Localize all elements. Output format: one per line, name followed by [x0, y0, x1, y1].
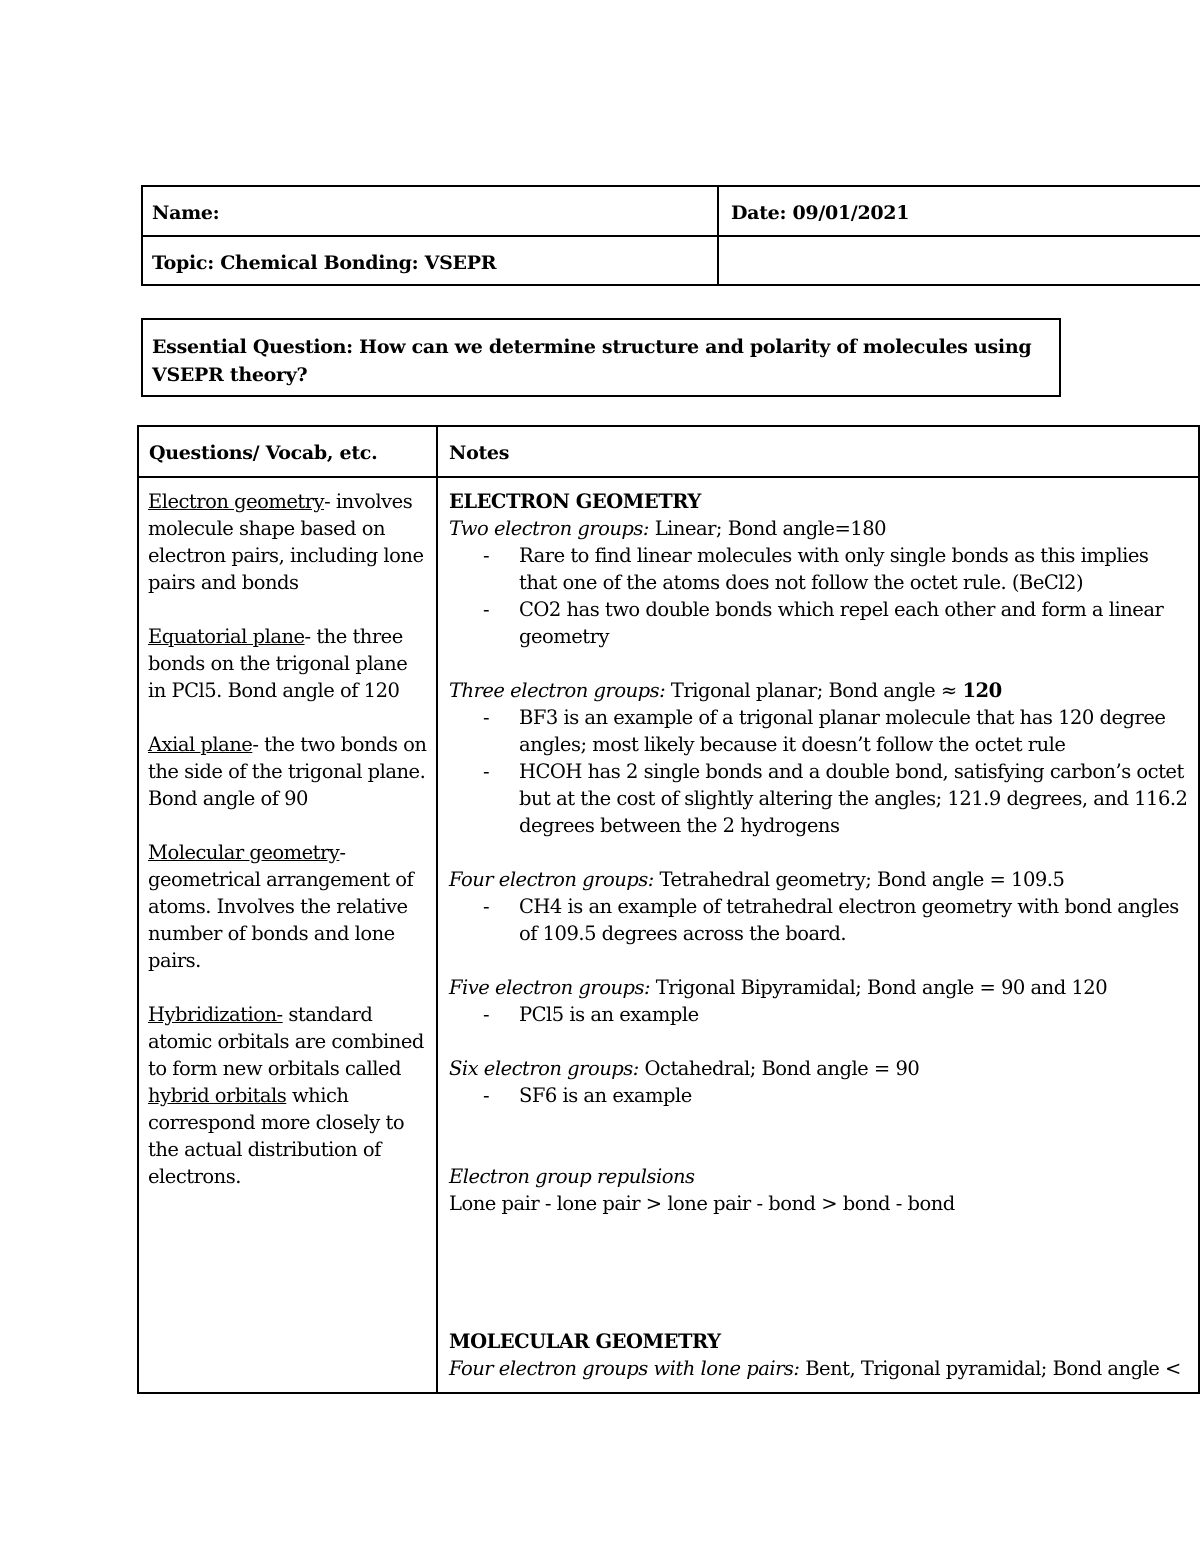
lone-pairs-label: Four electron groups with lone pairs:: [449, 1357, 800, 1380]
three-groups-label: Three electron groups:: [449, 679, 666, 702]
vocab-definition: - the three bonds on the trigonal plane in PCl5. Bond angle of 120: [148, 625, 408, 702]
four-groups-bullets: [449, 893, 1191, 947]
four-groups-label: Four electron groups:: [449, 868, 654, 891]
bullet-item: - SF6 is an example: [449, 1082, 1191, 1109]
vocab-definition: - geometrical arrangement of atoms. Involves the relative number of bonds and lone pairs.: [148, 841, 414, 972]
six-groups-label: Six electron groups:: [449, 1057, 639, 1080]
notes-column: [449, 488, 1191, 1217]
vocab-definition: standard atomic orbitals are combined to form new orbitals called: [148, 1003, 424, 1080]
notes-column-divider: [436, 425, 438, 1394]
vocab-definition: - involves molecule shape based on electron pairs, including lone pairs and bonds: [148, 490, 424, 594]
six-groups-bullets: [449, 1082, 1191, 1109]
notes-header-divider: [137, 476, 1200, 478]
vocab-item: [148, 623, 430, 704]
vocab-term: hybrid orbitals: [148, 1084, 287, 1107]
bullet-item: - CH4 is an example of tetrahedral electron geometry with bond angles of 109.5 degrees across the board.: [449, 893, 1191, 947]
three-groups-text: Trigonal planar; Bond angle ≈: [665, 679, 963, 702]
bullet-item: - CO2 has two double bonds which repel each other and form a linear geometry: [449, 596, 1191, 650]
three-groups-bullets: [449, 704, 1191, 839]
five-groups-text: Trigonal Bipyramidal; Bond angle = 90 and 120: [650, 976, 1108, 999]
notes-column-header: Notes: [449, 442, 510, 464]
vocab-column-header: Questions/ Vocab, etc.: [149, 442, 378, 464]
molecular-geometry-heading: MOLECULAR GEOMETRY: [449, 1330, 721, 1353]
two-groups-line: [449, 515, 1191, 542]
repulsions-label: Electron group repulsions: [449, 1165, 695, 1188]
name-label: Name:: [152, 202, 220, 224]
vocab-definition: - the two bonds on the side of the trigonal plane. Bond angle of 90: [148, 733, 427, 810]
topic-label: Topic: Chemical Bonding: VSEPR: [152, 252, 497, 274]
vocab-term: Axial plane: [148, 733, 253, 756]
bullet-item: - Rare to find linear molecules with only single bonds as this implies that one of the atoms does not follow the octet rule. (BeCl2): [449, 542, 1191, 596]
vocab-term: Equatorial plane: [148, 625, 305, 648]
vocab-item: [148, 839, 430, 974]
vocab-definition: which correspond more closely to the actual distribution of electrons.: [148, 1084, 405, 1188]
two-groups-text: Linear; Bond angle=180: [649, 517, 887, 540]
bullet-item: - BF3 is an example of a trigonal planar molecule that has 120 degree angles; most likely because it doesn’t follow the octet rule: [449, 704, 1191, 758]
vocab-column: [148, 488, 430, 1190]
lone-pairs-line: [449, 1355, 1191, 1382]
electron-geometry-heading: ELECTRON GEOMETRY: [449, 490, 701, 513]
four-groups-line: [449, 866, 1191, 893]
bullet-item: - HCOH has 2 single bonds and a double bond, satisfying carbon’s octet but at the cost of slightly altering the angles; 121.9 degrees, and 116.2 degrees between the 2 hydrogens: [449, 758, 1191, 839]
four-groups-text: Tetrahedral geometry; Bond angle = 109.5: [653, 868, 1065, 891]
vocab-item: [148, 731, 430, 812]
vocab-term: Molecular geometry: [148, 841, 340, 864]
five-groups-label: Five electron groups:: [449, 976, 651, 999]
six-groups-line: [449, 1055, 1191, 1082]
vocab-term: Electron geometry: [148, 490, 325, 513]
two-groups-label: Two electron groups:: [449, 517, 649, 540]
vocab-item: [148, 488, 430, 596]
three-groups-line: [449, 677, 1191, 704]
date-label: Date: 09/01/2021: [731, 202, 910, 224]
bullet-item: - PCl5 is an example: [449, 1001, 1191, 1028]
three-groups-value: 120: [962, 679, 1002, 702]
lone-pairs-text: Bent, Trigonal pyramidal; Bond angle <: [799, 1357, 1181, 1380]
molecular-geometry-section: [449, 1328, 1191, 1382]
header-divider-horizontal: [141, 235, 1200, 237]
two-groups-bullets: [449, 542, 1191, 650]
vocab-item: [148, 1001, 430, 1190]
five-groups-line: [449, 974, 1191, 1001]
vocab-term: Hybridization-: [148, 1003, 283, 1026]
six-groups-text: Octahedral; Bond angle = 90: [638, 1057, 920, 1080]
five-groups-bullets: [449, 1001, 1191, 1028]
repulsions-text: Lone pair - lone pair > lone pair - bond > bond - bond: [449, 1192, 955, 1215]
essential-question: Essential Question: How can we determine structure and polarity of molecules using VSEPR theory?: [152, 336, 1032, 386]
